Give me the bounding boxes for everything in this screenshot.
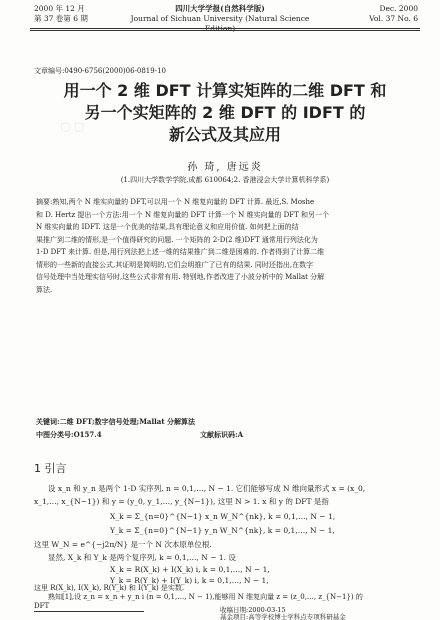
abstract-line: 摘要:熟知,两个 N 维实向量的 DFT,可以用一个 N 维复向量的 DFT 计算. 最近,S. Moshe [36,198,315,206]
abstract-line: N 维实向量的 IDFT. 这是一个优美的结果,具有理论意义和应用价值. 如何把上面的结 [36,223,299,231]
abstract-line: 算法. [36,285,53,294]
abstract-line: 情形的一些新的直接公式,其证明是简明的,它们会明推广了已有的结果. 同时还指出,在数字 [36,260,314,269]
volume-issue: 第 37 卷第 6 期 [34,14,88,23]
equation-yk-split: Y_k = R(Y_k) + I(Y_k) i, k = 0,1,…, N − 1, [110,576,269,585]
intro-line: 设 x_n 和 y_n 是两个 1-D 实序列, n = 0,1,…, N − 1. 它们能够写成 N 维向量形式 x = (x_0, [48,484,366,493]
journal-name-en: Journal of Sichuan University (Natural Science Edition) [130,14,310,33]
equation-xk: X_k = Σ_{n=0}^{N−1} x_n W_N^{nk}, k = 0,1,…, N − 1, [110,512,336,521]
mid-text-1: 这里 W_N = e^{−j2π/N} 是一个 N 次本原单位根. [34,540,212,549]
abstract-line: 信号处理中当处理实信号时,这些公式非常有用. 特别地,作者改进了小波分析中的 Mallat 分解 [36,273,325,281]
header-rule-thin [30,30,420,31]
footnote-received: 收稿日期:2000-03-15 [220,606,286,614]
abstract-line: 和 D. Hertz 提出一个方法:用一个 N 维复向量的 DFT 计算一个 N 维实向量的 DFT 和另一个 [36,210,330,219]
mid-text-5: DFT [34,602,50,610]
abstract-line: 1-D DFT 来计算. 但是,用行列法把上述一维的结果推广到二维是困难的. 作者得到了计算二维 [36,248,325,256]
section-heading: 1 引言 [34,462,67,475]
intro-line: x_1,…, x_{N−1}) 和 y = (y_0, y_1,…, y_{N−1}), 这里 N > 1. x 和 y 的 DFT 是指 [34,497,329,506]
abstract-line: 果推广到二维的情形,是一个值得研究的问题. 一个矩阵的 2-D(2 维)DFT 通常用行列法化为 [36,235,318,244]
mid-text-2: 显然, X_k 和 Y_k 是两个复序列, k = 0,1,…, N − 1. 设 [48,553,236,562]
equation-xk-split: X_k = R(X_k) + I(X_k) i, k = 0,1,…, N − 1, [110,565,270,574]
header-right [369,4,418,24]
footnote-fund: 基金项目:高等学校博士学科点专项科研基金 [220,613,346,620]
equation-yk: Y_k = Σ_{n=0}^{N−1} y_n W_N^{nk}, k = 0,1,…, N − 1, [110,526,335,535]
article-number: 文章编号:0490-6756(2000)06-0819-10 [34,67,166,75]
title-line-1: 用一个 2 维 DFT 计算实矩阵的二维 DFT 和 [63,81,387,100]
volume-issue-en: Vol. 37 No. 6 [369,14,418,23]
paper-title [30,80,420,146]
header-left [34,4,88,24]
mid-text-4: 熟知[1],设 z_n = x_n + y_n i (n = 0,1,…, N − 1),能够用 N 维复向量 z = (z_0,…, z_{N−1}) 的 [48,593,363,601]
journal-name-cn: 四川大学学报(自然科学版) [175,4,265,13]
header-rule [30,28,420,29]
title-line-3: 新公式及其应用 [168,125,281,144]
footnote-rule [34,611,144,612]
title-line-2: 另一个实矩阵的 2 维 DFT 的 IDFT 的 [84,103,366,122]
keywords: 关键词:二维 DFT;数字信号处理;Mallat 分解算法 [36,417,195,426]
mid-text-3: 这里 R(X_k), I(X_k), R(Y_k) 和 I(Y_k) 是实数. [34,584,185,592]
document-code: 文献标识码:A [200,430,244,439]
watermark: ▢ ▢ [60,120,85,133]
issue-date-en: Dec. 2000 [379,4,418,13]
affiliation: (1.四川大学数学学院,成都 610064;2. 香港浸会大学计算机科学系) [120,176,330,184]
intro-paragraph [34,482,422,508]
classification-number: 中图分类号:O157.4 [36,430,102,439]
issue-date: 2000 年 12 月 [34,4,85,13]
authors: 孙 琦, 唐远炎 [187,162,263,173]
abstract [36,196,416,296]
